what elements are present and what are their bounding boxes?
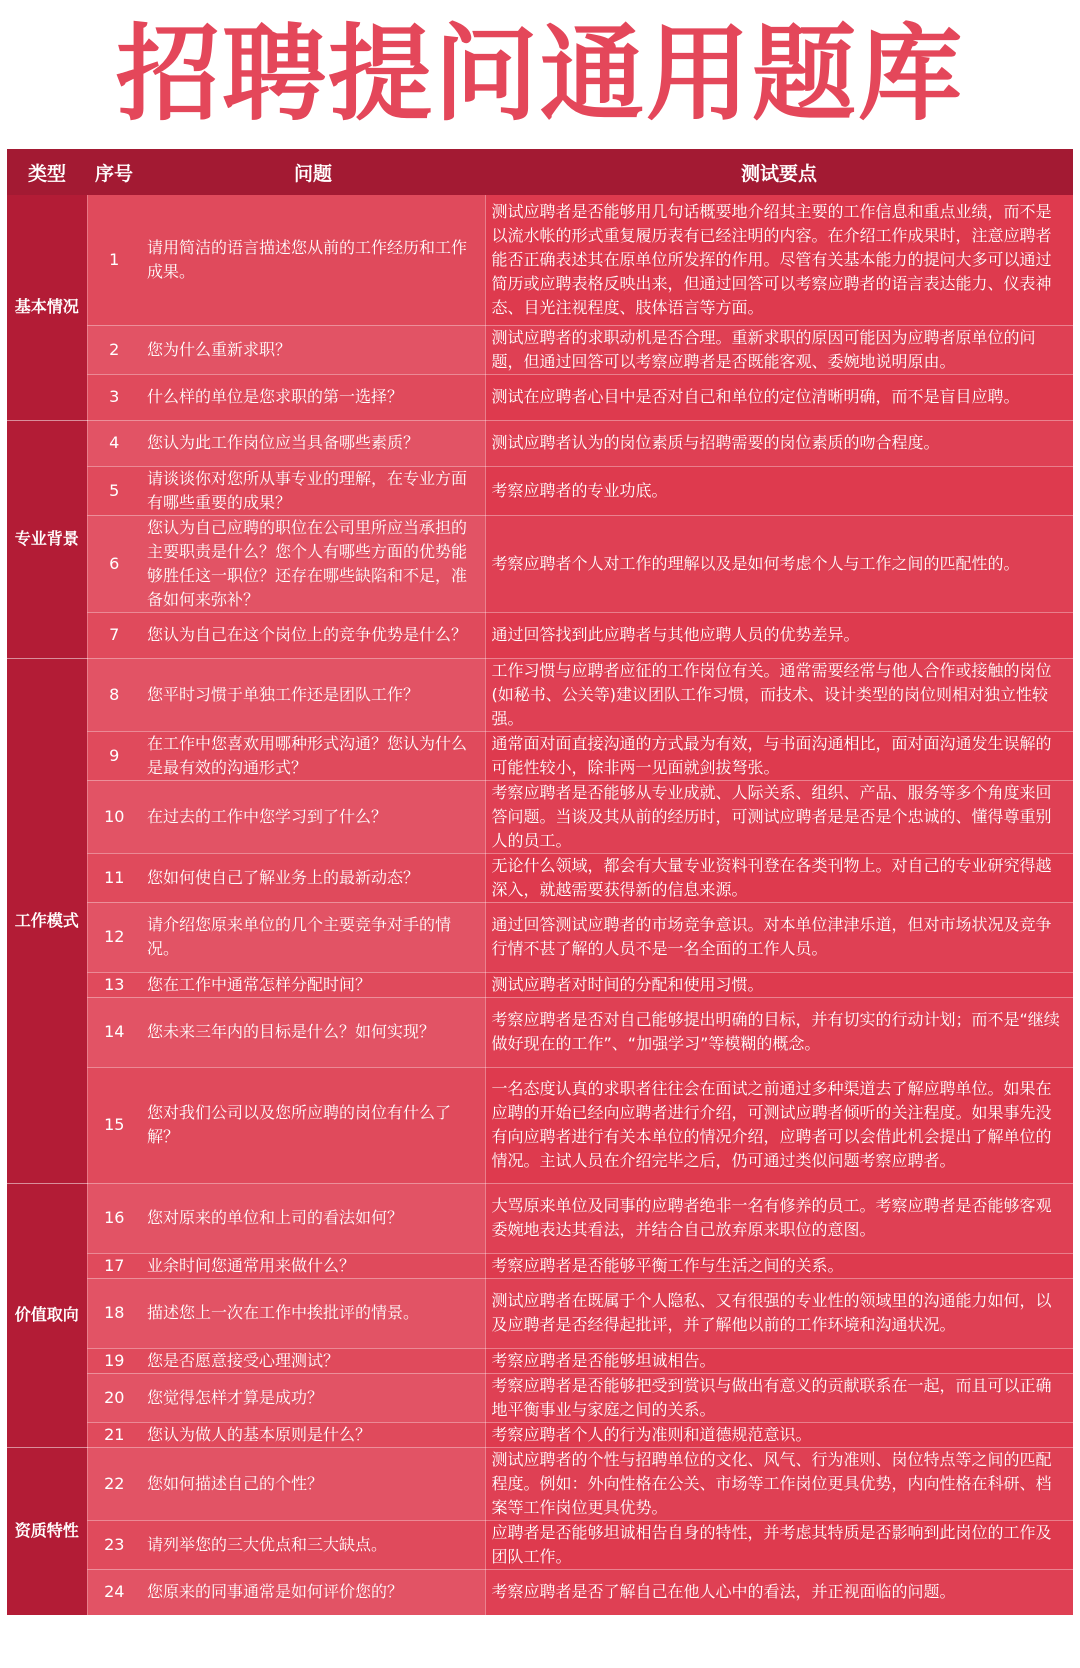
table-body <box>7 195 1073 1615</box>
table-row <box>7 658 1073 731</box>
question-cell: 您认为自己应聘的职位在公司里所应当承担的主要职责是什么？您个人有哪些方面的优势能够胜任这一职位？还存在哪些缺陷和不足，准备如何来弥补？ <box>141 515 485 612</box>
row-number: 2 <box>87 325 141 374</box>
question-cell: 您在工作中通常怎样分配时间？ <box>141 972 485 997</box>
question-cell: 在工作中您喜欢用哪种形式沟通？您认为什么是最有效的沟通形式？ <box>141 731 485 780</box>
row-number: 23 <box>87 1520 141 1569</box>
row-number: 18 <box>87 1278 141 1348</box>
row-number: 5 <box>87 466 141 515</box>
table-row <box>7 515 1073 612</box>
question-cell: 您如何使自己了解业务上的最新动态？ <box>141 853 485 902</box>
table-row <box>7 997 1073 1067</box>
table-row <box>7 420 1073 466</box>
test-point-cell: 一名态度认真的求职者往往会在面试之前通过多种渠道去了解应聘单位。如果在应聘的开始已经向应聘者进行介绍，可测试应聘者倾听的关注程度。如果事先没有向应聘者进行有关本单位的情况介绍，应聘者可以会借此机会提出了解单位的情况。主试人员在介绍完毕之后，仍可通过类似问题考察应聘者。 <box>485 1067 1073 1183</box>
test-point-cell: 考察应聘者的专业功底。 <box>485 466 1073 515</box>
test-point-cell: 考察应聘者是否能够把受到赏识与做出有意义的贡献联系在一起，而且可以正确地平衡事业与家庭之间的关系。 <box>485 1373 1073 1422</box>
row-number: 12 <box>87 902 141 972</box>
test-point-cell: 无论什么领域，都会有大量专业资料刊登在各类刊物上。对自己的专业研究得越深入，就越需要获得新的信息来源。 <box>485 853 1073 902</box>
header-point: 测试要点 <box>485 149 1073 195</box>
table-row <box>7 1278 1073 1348</box>
header-type: 类型 <box>7 149 87 195</box>
table-row <box>7 1183 1073 1253</box>
test-point-cell: 通过回答找到此应聘者与其他应聘人员的优势差异。 <box>485 612 1073 658</box>
test-point-cell: 工作习惯与应聘者应征的工作岗位有关。通常需要经常与他人合作或接触的岗位(如秘书、公关等)建议团队工作习惯，而技术、设计类型的岗位则相对独立性较强。 <box>485 658 1073 731</box>
test-point-cell: 考察应聘者是否能够平衡工作与生活之间的关系。 <box>485 1253 1073 1278</box>
question-cell: 您为什么重新求职？ <box>141 325 485 374</box>
row-number: 17 <box>87 1253 141 1278</box>
header-no: 序号 <box>87 149 141 195</box>
test-point-cell: 考察应聘者是否能够从专业成就、人际关系、组织、产品、服务等多个角度来回答问题。当谈及其从前的经历时，可测试应聘者是是否是个忠诚的、懂得尊重别人的员工。 <box>485 780 1073 853</box>
test-point-cell: 考察应聘者是否对自己能够提出明确的目标，并有切实的行动计划；而不是“继续做好现在的工作”、“加强学习”等模糊的概念。 <box>485 997 1073 1067</box>
question-cell: 您原来的同事通常是如何评价您的？ <box>141 1569 485 1615</box>
table-row <box>7 902 1073 972</box>
question-cell: 您是否愿意接受心理测试？ <box>141 1348 485 1373</box>
test-point-cell: 测试应聘者的求职动机是否合理。重新求职的原因可能因为应聘者原单位的问题，但通过回答可以考察应聘者是否既能客观、委婉地说明原由。 <box>485 325 1073 374</box>
table-row <box>7 466 1073 515</box>
test-point-cell: 考察应聘者是否能够坦诚相告。 <box>485 1348 1073 1373</box>
row-number: 11 <box>87 853 141 902</box>
table-row <box>7 1520 1073 1569</box>
question-cell: 您认为此工作岗位应当具备哪些素质？ <box>141 420 485 466</box>
row-number: 22 <box>87 1447 141 1520</box>
question-cell: 您未来三年内的目标是什么？如何实现？ <box>141 997 485 1067</box>
table-row <box>7 325 1073 374</box>
row-number: 13 <box>87 972 141 997</box>
test-point-cell: 测试在应聘者心目中是否对自己和单位的定位清晰明确，而不是盲目应聘。 <box>485 374 1073 420</box>
test-point-cell: 考察应聘者个人的行为准则和道德规范意识。 <box>485 1422 1073 1447</box>
question-cell: 描述您上一次在工作中挨批评的情景。 <box>141 1278 485 1348</box>
page-title: 招聘提问通用题库 <box>115 13 964 135</box>
question-cell: 请谈谈你对您所从事专业的理解，在专业方面有哪些重要的成果？ <box>141 466 485 515</box>
row-number: 1 <box>87 195 141 325</box>
row-number: 20 <box>87 1373 141 1422</box>
category-cell: 基本情况 <box>7 195 87 420</box>
table-row <box>7 1067 1073 1183</box>
table-row <box>7 374 1073 420</box>
row-number: 7 <box>87 612 141 658</box>
row-number: 8 <box>87 658 141 731</box>
question-cell: 您如何描述自己的个性？ <box>141 1447 485 1520</box>
test-point-cell: 通常面对面直接沟通的方式最为有效，与书面沟通相比，面对面沟通发生误解的可能性较小，除非两一见面就剑拔弩张。 <box>485 731 1073 780</box>
category-cell: 专业背景 <box>7 420 87 658</box>
table-row <box>7 1348 1073 1373</box>
question-cell: 请用简洁的语言描述您从前的工作经历和工作成果。 <box>141 195 485 325</box>
question-cell: 什么样的单位是您求职的第一选择？ <box>141 374 485 420</box>
row-number: 14 <box>87 997 141 1067</box>
category-cell: 工作模式 <box>7 658 87 1183</box>
test-point-cell: 测试应聘者是否能够用几句话概要地介绍其主要的工作信息和重点业绩，而不是以流水帐的形式重复履历表有已经注明的内容。在介绍工作成果时，注意应聘者能否正确表述其在原单位所发挥的作用。尽管有关基本能力的提问大多可以通过简历或应聘表格反映出来，但通过回答可以考察应聘者的语言表达能力、仪表神态、目光注视程度、肢体语言等方面。 <box>485 195 1073 325</box>
table-row <box>7 853 1073 902</box>
row-number: 15 <box>87 1067 141 1183</box>
test-point-cell: 测试应聘者认为的岗位素质与招聘需要的岗位素质的吻合程度。 <box>485 420 1073 466</box>
test-point-cell: 通过回答测试应聘者的市场竞争意识。对本单位津津乐道，但对市场状况及竞争行情不甚了解的人员不是一名全面的工作人员。 <box>485 902 1073 972</box>
question-cell: 您对我们公司以及您所应聘的岗位有什么了解？ <box>141 1067 485 1183</box>
table-row <box>7 1253 1073 1278</box>
test-point-cell: 测试应聘者在既属于个人隐私、又有很强的专业性的领域里的沟通能力如何，以及应聘者是否经得起批评，并了解他以前的工作环境和沟通状况。 <box>485 1278 1073 1348</box>
question-cell: 在过去的工作中您学习到了什么？ <box>141 780 485 853</box>
question-cell: 请介绍您原来单位的几个主要竞争对手的情况。 <box>141 902 485 972</box>
row-number: 3 <box>87 374 141 420</box>
question-cell: 您认为自己在这个岗位上的竞争优势是什么？ <box>141 612 485 658</box>
table-row <box>7 972 1073 997</box>
row-number: 24 <box>87 1569 141 1615</box>
test-point-cell: 应聘者是否能够坦诚相告自身的特性，并考虑其特质是否影响到此岗位的工作及团队工作。 <box>485 1520 1073 1569</box>
table-row <box>7 731 1073 780</box>
row-number: 21 <box>87 1422 141 1447</box>
question-cell: 您觉得怎样才算是成功？ <box>141 1373 485 1422</box>
row-number: 4 <box>87 420 141 466</box>
row-number: 19 <box>87 1348 141 1373</box>
table-row <box>7 195 1073 325</box>
row-number: 16 <box>87 1183 141 1253</box>
table-row <box>7 1422 1073 1447</box>
question-cell: 您平时习惯于单独工作还是团队工作？ <box>141 658 485 731</box>
table-header-row <box>7 149 1073 195</box>
table-row <box>7 1447 1073 1520</box>
question-cell: 您对原来的单位和上司的看法如何？ <box>141 1183 485 1253</box>
category-cell: 资质特性 <box>7 1447 87 1615</box>
test-point-cell: 测试应聘者对时间的分配和使用习惯。 <box>485 972 1073 997</box>
header-question: 问题 <box>141 149 485 195</box>
question-cell: 您认为做人的基本原则是什么？ <box>141 1422 485 1447</box>
row-number: 10 <box>87 780 141 853</box>
test-point-cell: 考察应聘者是否了解自己在他人心中的看法，并正视面临的问题。 <box>485 1569 1073 1615</box>
test-point-cell: 大骂原来单位及同事的应聘者绝非一名有修养的员工。考察应聘者是否能够客观委婉地表达其看法，并结合自己放弃原来职位的意图。 <box>485 1183 1073 1253</box>
table-row <box>7 612 1073 658</box>
category-cell: 价值取向 <box>7 1183 87 1447</box>
table-row <box>7 1569 1073 1615</box>
test-point-cell: 测试应聘者的个性与招聘单位的文化、风气、行为准则、岗位特点等之间的匹配程度。例如：外向性格在公关、市场等工作岗位更具优势，内向性格在科研、档案等工作岗位更具优势。 <box>485 1447 1073 1520</box>
row-number: 9 <box>87 731 141 780</box>
table-row <box>7 1373 1073 1422</box>
question-cell: 业余时间您通常用来做什么？ <box>141 1253 485 1278</box>
table-row <box>7 780 1073 853</box>
test-point-cell: 考察应聘者个人对工作的理解以及是如何考虑个人与工作之间的匹配性的。 <box>485 515 1073 612</box>
row-number: 6 <box>87 515 141 612</box>
question-table <box>7 149 1073 1616</box>
question-cell: 请列举您的三大优点和三大缺点。 <box>141 1520 485 1569</box>
